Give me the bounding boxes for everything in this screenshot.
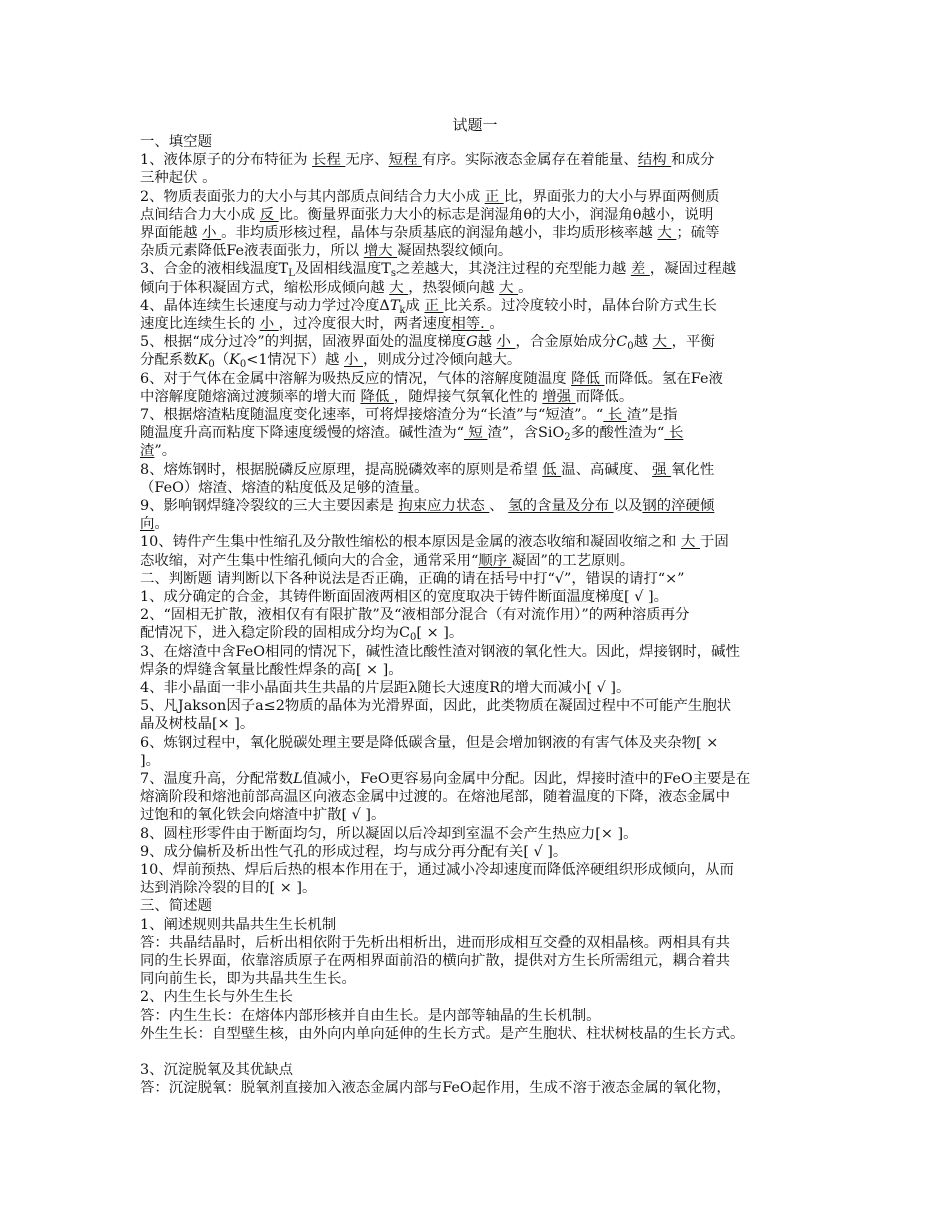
text-run: 1、液体原子的分布特征为 bbox=[140, 152, 313, 169]
answer-blank: 向 bbox=[140, 516, 155, 533]
text-run: 倾向于体积凝固方式，缩松形成倾向越 bbox=[140, 279, 390, 296]
text-run: 10、焊前预热、焊后后热的根本作用在于，通过减小冷却速度而降低淬硬组织形成倾向，从而 bbox=[140, 862, 734, 878]
text-run: 值减小，FeO更容易向金属中分配。因此，焊接时渣中的FeO主要是在 bbox=[302, 771, 751, 787]
answer-blank: 短 bbox=[463, 425, 488, 442]
text-run: 。 bbox=[489, 316, 504, 332]
text-run: 多的酸性渣为“ bbox=[570, 425, 665, 442]
text-line bbox=[140, 916, 336, 934]
text-run: 及固相线温度T bbox=[294, 261, 391, 278]
text-line bbox=[140, 188, 720, 206]
answer-blank: 渣 bbox=[140, 443, 155, 460]
text-line bbox=[140, 497, 714, 515]
text-line bbox=[140, 588, 668, 606]
text-line bbox=[140, 169, 217, 187]
text-line bbox=[140, 206, 713, 224]
subscript: 0 bbox=[208, 359, 215, 371]
answer-blank: 结构 bbox=[637, 152, 672, 169]
text-line bbox=[140, 151, 714, 169]
italic-symbol: L bbox=[293, 771, 303, 787]
text-line bbox=[140, 770, 750, 788]
text-line bbox=[140, 533, 729, 551]
answer-blank: 差 bbox=[630, 261, 650, 278]
subscript: 2 bbox=[564, 432, 571, 444]
text-run: 10、铸件产生集中性缩孔及分散性缩松的根本原因是金属的液态收缩和凝固收缩之和 bbox=[140, 534, 681, 551]
italic-symbol: T bbox=[389, 297, 400, 314]
text-run: 3、在熔渣中含FeO相同的情况下，碱性渣比酸性渣对钢液的氧化性大。因此，焊接钢时，碱性 bbox=[140, 643, 740, 660]
answer-blank: 长 bbox=[664, 425, 684, 442]
text-line bbox=[140, 424, 683, 447]
text-line bbox=[140, 734, 718, 752]
text-run: 5、根据“成分过冷”的判据，固液界面处的温度梯度 bbox=[140, 334, 467, 351]
text-run: 之差越大，其浇注过程的充型能力越 bbox=[396, 261, 631, 278]
text-line bbox=[140, 1025, 744, 1043]
text-run: 成 bbox=[405, 297, 425, 314]
text-run: 5、凡Jakson因子a≤2物质的晶体为光滑界面，因此，此类物质在凝固过程中不可能产生胞状 bbox=[140, 698, 732, 715]
answer-blank: 大 bbox=[652, 334, 672, 351]
answer-blank: 氢的含量及分布 bbox=[508, 498, 614, 514]
text-run: 同向前生长，即为共晶共生生长。 bbox=[140, 971, 356, 988]
section-heading: 一、填空题 bbox=[140, 134, 212, 150]
text-line bbox=[140, 970, 356, 988]
text-line bbox=[140, 679, 630, 697]
text-run: 4、晶体连续生长速度与动力学过冷度Δ bbox=[140, 297, 390, 314]
text-line bbox=[140, 843, 567, 861]
italic-symbol: G bbox=[466, 334, 478, 351]
text-run: 8、熔炼钢时，根据脱磷反应原理，提高脱磷效率的原则是希望 bbox=[140, 461, 543, 478]
text-run: 6、对于气体在金属中溶解为吸热反应的情况，气体的溶解度随温度 bbox=[140, 370, 572, 387]
text-run: 7、根据熔渣粘度随温度变化速率，可将焊接熔渣分为“长渣”与“短渣”。“ bbox=[140, 407, 604, 423]
text-run: 点间结合力大小成 bbox=[140, 206, 260, 223]
subscript: L bbox=[288, 268, 295, 280]
answer-blank: 小 bbox=[202, 225, 222, 241]
subscript: k bbox=[399, 304, 406, 316]
text-run: 、 bbox=[489, 498, 509, 514]
text-run: 9、影响钢焊缝冷裂纹的三大主要因素是 bbox=[140, 498, 399, 514]
text-run: 过饱和的氧化铁会向熔渣中扩散[ √ ]。 bbox=[140, 807, 386, 824]
text-run: ；硫等 bbox=[676, 225, 720, 241]
text-line bbox=[140, 661, 403, 679]
page-title: 试题一 bbox=[452, 116, 498, 134]
text-line bbox=[140, 934, 730, 952]
text-line bbox=[140, 806, 385, 824]
text-run: 以及 bbox=[613, 498, 643, 514]
text-run: 8、圆柱形零件由于断面均匀，所以凝固以后冷却到室温不会产生热应力[× ]。 bbox=[140, 825, 638, 842]
answer-blank: 大 bbox=[389, 279, 409, 296]
answer-blank: 相等. bbox=[451, 316, 490, 332]
answer-blank: 小 bbox=[344, 352, 363, 369]
answer-blank: 降低 bbox=[571, 370, 605, 387]
text-run: （FeO）熔渣、熔渣的粘度低及足够的渣量。 bbox=[140, 479, 429, 496]
text-line bbox=[140, 952, 730, 970]
answer-blank: 拘束应力状态 bbox=[398, 498, 490, 514]
text-run: ”。 bbox=[154, 443, 177, 460]
text-line bbox=[140, 315, 504, 333]
text-line bbox=[140, 479, 429, 497]
text-run: [ × ]。 bbox=[416, 625, 464, 642]
text-run: 分配系数 bbox=[140, 352, 198, 369]
text-line bbox=[140, 825, 638, 843]
text-run: 态收缩，对产生集中性缩孔倾向大的合金，通常采用“ bbox=[140, 552, 479, 569]
text-run: 有序。实际液态金属存在着能量、 bbox=[421, 152, 638, 169]
text-run: ，凝固过程越 bbox=[649, 261, 737, 278]
text-line bbox=[140, 988, 293, 1006]
answer-blank: 增大 bbox=[363, 243, 398, 260]
answer-blank: 大 bbox=[657, 225, 677, 241]
section-heading: 二、判断题 请判断以下各种说法是否正确，正确的请在括号中打“√”，错误的请打“×” bbox=[140, 570, 685, 587]
text-run: 答：沉淀脱氧：脱氧剂直接加入液态金属内部与FeO起作用，生成不溶于液态金属的氧化物， bbox=[140, 1080, 731, 1097]
text-line bbox=[140, 242, 512, 260]
subscript: 0 bbox=[410, 632, 417, 644]
section-heading: 三、简述题 bbox=[140, 898, 212, 915]
text-run: 速度比连续生长的 bbox=[140, 316, 260, 332]
text-run: 比。衡量界面张力大小的标志是润湿角θ的大小，润湿角θ越小，说明 bbox=[278, 206, 714, 223]
text-run: ，则成分过冷倾向越大。 bbox=[362, 352, 522, 369]
text-run: 渣”是指 bbox=[626, 407, 678, 423]
text-run: ，平衡 bbox=[671, 334, 715, 351]
text-run: 而降低。氢在Fe液 bbox=[604, 370, 723, 387]
answer-blank: 强 bbox=[652, 461, 672, 478]
subscript: s bbox=[390, 268, 397, 280]
text-run: 配情况下，进入稳定阶段的固相成分均为C bbox=[140, 625, 411, 642]
text-run: 渣”，含SiO bbox=[487, 425, 565, 442]
text-run: <1情况下）越 bbox=[246, 352, 345, 369]
text-line bbox=[140, 461, 714, 479]
text-line bbox=[140, 752, 160, 770]
text-run: 1、成分确定的合金，其铸件断面固液两相区的宽度取决于铸件断面温度梯度[ √ ]。 bbox=[140, 589, 668, 605]
text-run: 和成分 bbox=[671, 152, 715, 169]
text-run: （ bbox=[214, 352, 230, 369]
text-run: 1、阐述规则共晶共生生长机制 bbox=[140, 916, 337, 933]
answer-blank: 长 bbox=[603, 407, 627, 423]
answer-blank: 反 bbox=[259, 206, 279, 223]
text-line bbox=[140, 697, 731, 715]
text-run: ]。 bbox=[140, 752, 161, 769]
text-line bbox=[140, 552, 634, 570]
text-run: 答：共晶结晶时，后析出相依附于先析出相析出，进而形成相互交叠的双相晶核。两相具有共 bbox=[140, 934, 731, 951]
text-run: 同的生长界面，依靠溶质原子在两相界面前沿的横向扩散，提供对方生长所需组元，耦合着共 bbox=[140, 953, 731, 969]
answer-blank: 长程 bbox=[312, 152, 346, 169]
text-run: 2、“固相无扩散，液相仅有有限扩散”及“液相部分混合（有对流作用）”的两种溶质再分 bbox=[140, 607, 690, 624]
text-run: 熔滴阶段和熔池前部高温区向液态金属中过渡的。在熔池尾部，随着温度的下降，液态金属中 bbox=[140, 789, 731, 806]
text-run: 6、炼钢过程中，氧化脱碳处理主要是降低碳含量，但是会增加钢液的有害气体及夹杂物[ × bbox=[140, 734, 719, 751]
answer-blank: 降低 bbox=[360, 388, 394, 405]
text-line bbox=[140, 442, 176, 460]
text-run: 晶及树枝晶[× ]。 bbox=[140, 716, 255, 733]
text-run: 答：内生生长：在熔体内部形核并自由生长。是内部等轴晶的生长机制。 bbox=[140, 1007, 601, 1024]
answer-blank: 大 bbox=[680, 534, 700, 551]
text-run: ，过冷度很大时，两者速度 bbox=[278, 316, 452, 332]
italic-symbol: K bbox=[197, 352, 209, 369]
text-run: 焊条的焊缝含氧量比酸性焊条的高[ × ]。 bbox=[140, 661, 403, 678]
text-run: 三种起伏 。 bbox=[140, 170, 217, 187]
text-run: 无序、 bbox=[345, 152, 389, 169]
text-line bbox=[140, 515, 169, 533]
text-run: 3、沉淀脱氧及其优缺点 bbox=[140, 1062, 294, 1079]
text-line bbox=[140, 224, 720, 242]
text-run: 7、温度升高，分配常数 bbox=[140, 771, 294, 787]
text-run: 9、成分偏析及析出性气孔的形成过程，均与成分再分配有关[ √ ]。 bbox=[140, 843, 568, 860]
answer-blank: 正 bbox=[484, 188, 504, 205]
text-run: 界面能越 bbox=[140, 225, 203, 241]
text-line bbox=[140, 643, 740, 661]
text-run: 。 bbox=[154, 516, 169, 533]
text-line bbox=[140, 370, 723, 388]
text-run: 2、物质表面张力的大小与其内部质点间结合力大小成 bbox=[140, 188, 485, 205]
text-run: 比关系。过冷度较小时，晶体台阶方式生长 bbox=[443, 297, 717, 314]
answer-blank: 小 bbox=[496, 334, 516, 351]
text-line bbox=[140, 606, 689, 624]
subscript: 0 bbox=[239, 359, 247, 371]
text-run: ，随焊接气氛氧化性的 bbox=[393, 388, 543, 405]
answer-blank: 大 bbox=[499, 279, 519, 296]
text-run: ，热裂倾向越 bbox=[408, 279, 500, 296]
text-run: 温、高碱度、 bbox=[561, 461, 653, 478]
text-run: 杂质元素降低Fe液表面张力，所以 bbox=[140, 243, 364, 260]
text-run: 中溶解度随熔滴过渡频率的增大而 bbox=[140, 388, 361, 405]
text-line bbox=[140, 788, 730, 806]
text-run: 越 bbox=[633, 334, 653, 351]
text-run: 随温度升高而粘度下降速度缓慢的熔渣。碱性渣为“ bbox=[140, 425, 464, 442]
text-run: 而降低。 bbox=[575, 388, 634, 405]
text-line bbox=[140, 406, 677, 424]
text-run: 凝固热裂纹倾向。 bbox=[397, 243, 513, 260]
text-run: 比，界面张力的大小与界面两侧质 bbox=[503, 188, 720, 205]
answer-blank: 正 bbox=[424, 297, 444, 314]
text-line bbox=[140, 1007, 601, 1025]
italic-symbol: C bbox=[616, 334, 628, 351]
text-run: 3、合金的液相线温度T bbox=[140, 261, 289, 278]
text-line bbox=[140, 279, 532, 297]
text-run: 4、非小晶面一非小晶面共生共晶的片层距λ随长大速度R的增大而减小[ √ ]。 bbox=[140, 680, 631, 696]
subscript: 0 bbox=[627, 341, 634, 353]
text-line bbox=[140, 715, 254, 733]
italic-symbol: K bbox=[229, 352, 240, 369]
answer-blank: 顺序 bbox=[478, 552, 512, 569]
text-run: 外生生长：自型壁生核，由外向内单向延伸的生长方式。是产生胞状、柱状树枝晶的生长方式。 bbox=[140, 1025, 745, 1042]
text-line bbox=[140, 1061, 293, 1079]
text-run: 氧化性 bbox=[671, 461, 715, 478]
text-line bbox=[140, 879, 316, 897]
answer-blank: 小 bbox=[259, 316, 279, 332]
text-run: 达到消除冷裂的目的[ × ]。 bbox=[140, 880, 317, 897]
text-run: 于固 bbox=[699, 534, 729, 551]
text-run: 凝固”的工艺原则。 bbox=[511, 552, 635, 569]
text-run: 越 bbox=[477, 334, 497, 351]
text-run: 。非均质形核过程，晶体与杂质基底的润湿角越小，非均质形核率越 bbox=[221, 225, 658, 241]
text-line bbox=[140, 1079, 731, 1097]
text-line bbox=[140, 388, 633, 406]
text-run: 2、内生生长与外生生长 bbox=[140, 989, 294, 1006]
answer-blank: 短程 bbox=[388, 152, 422, 169]
text-line bbox=[140, 861, 734, 879]
answer-blank: 钢的淬硬倾 bbox=[642, 498, 715, 514]
text-run: ，合金原始成分 bbox=[515, 334, 617, 351]
text-run: 。 bbox=[518, 279, 533, 296]
answer-blank: 增强 bbox=[542, 388, 576, 405]
answer-blank: 低 bbox=[542, 461, 562, 478]
